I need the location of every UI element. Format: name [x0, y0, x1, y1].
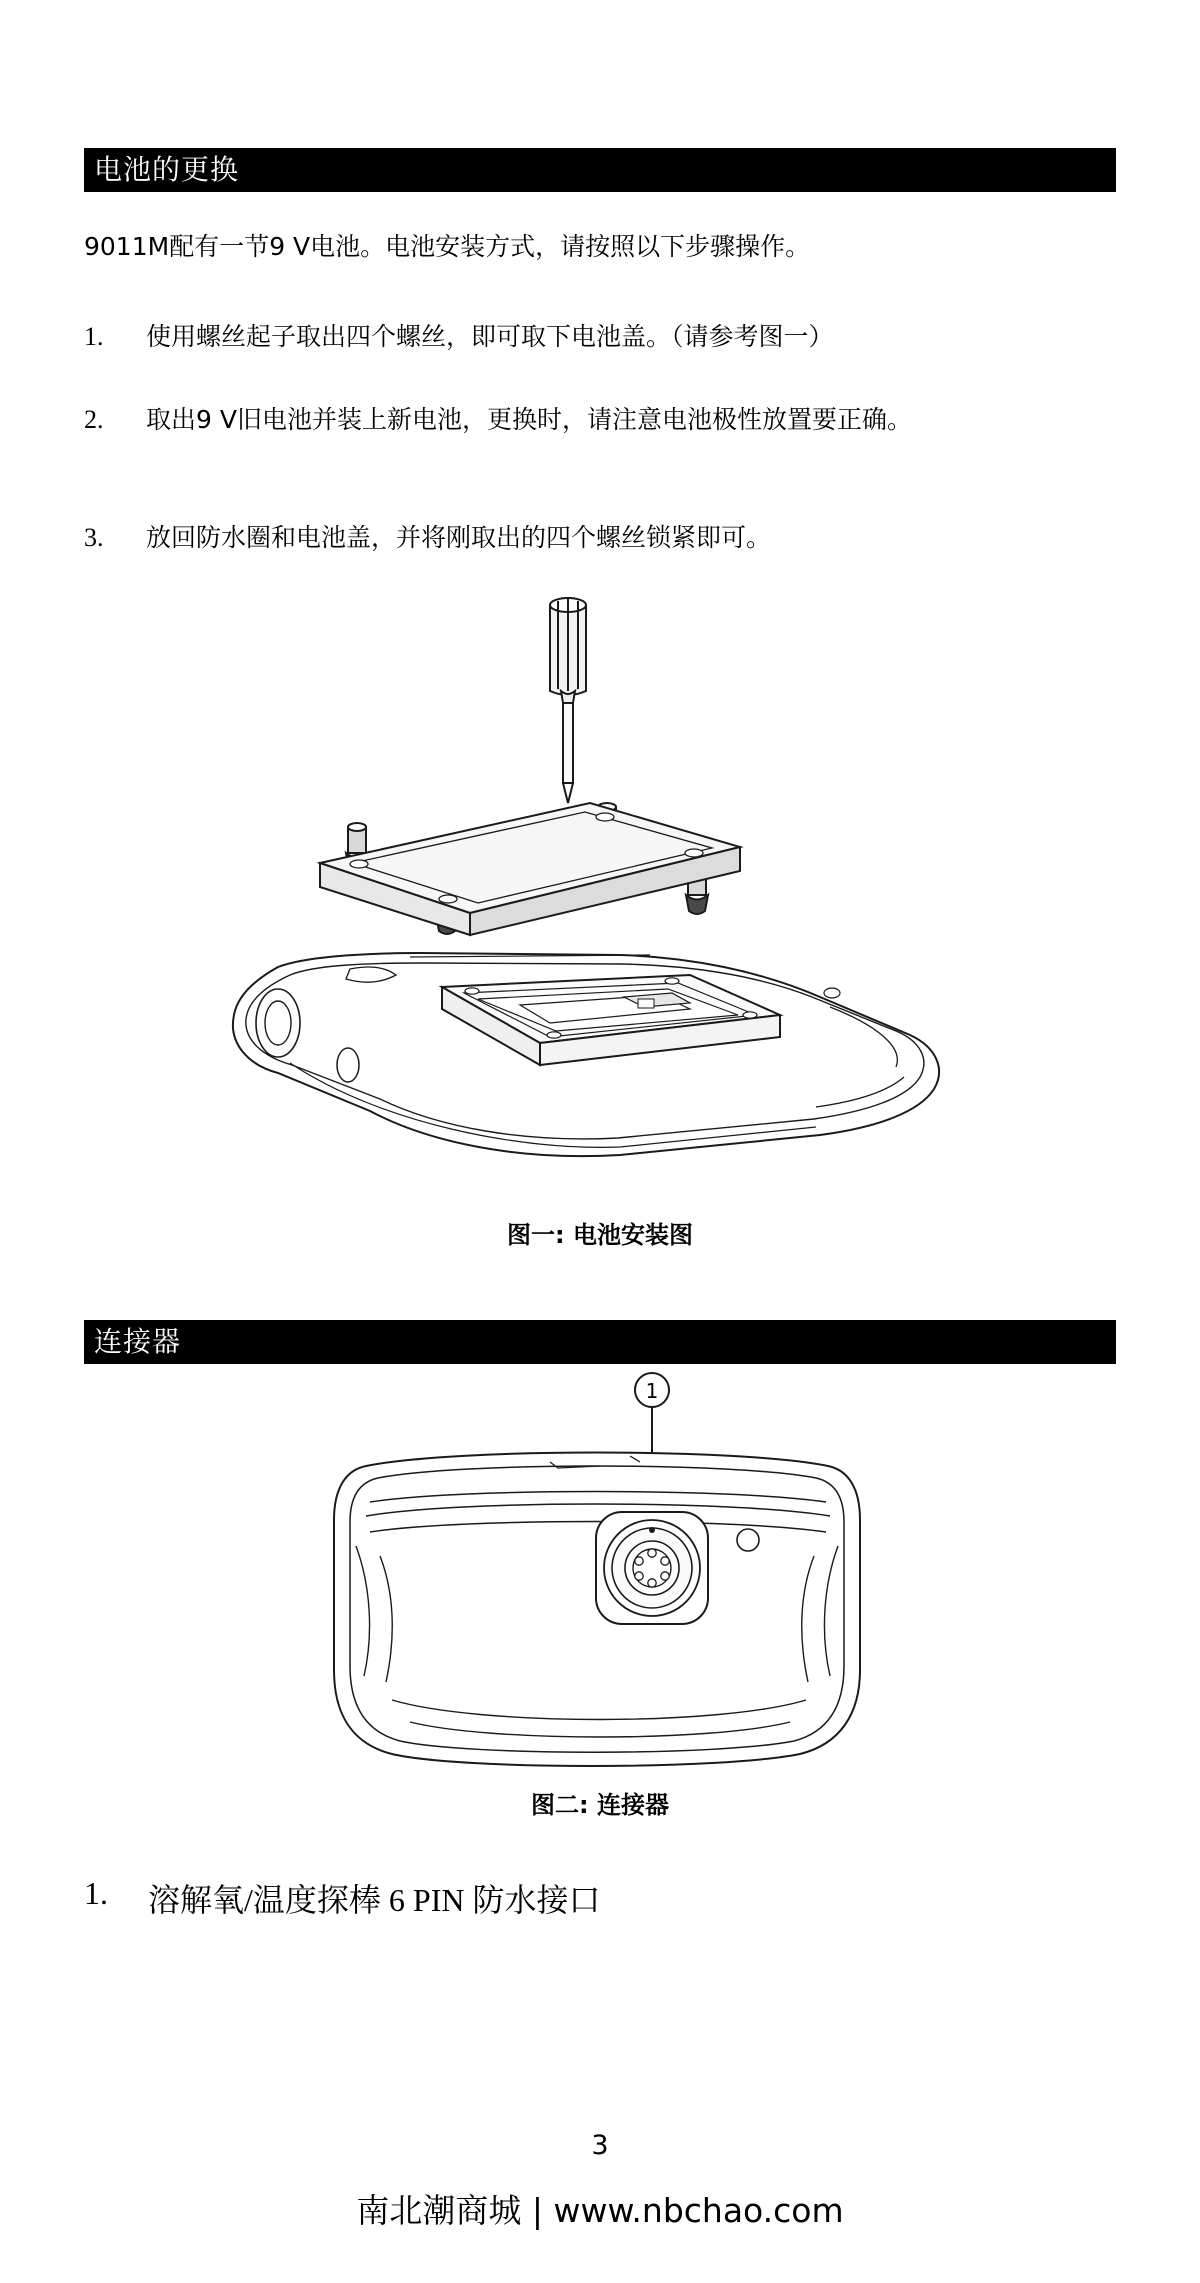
item-text: 溶解氧/温度探棒 6 PIN 防水接口 — [148, 1882, 601, 1918]
meter-body-illustration — [233, 953, 939, 1156]
footer-watermark: 南北潮商城 | www.nbchao.com — [356, 2191, 844, 2230]
step-number: 1. — [84, 322, 104, 351]
step-text: 使用螺丝起子取出四个螺丝，即可取下电池盖。（请参考图一） — [146, 322, 834, 351]
battery-intro-paragraph: 9011M配有一节9 V电池。电池安装方式，请按照以下步骤操作。 — [84, 232, 811, 261]
battery-step-3 — [84, 518, 1129, 558]
figure-2-caption: 图二: 连接器 — [531, 1791, 669, 1819]
figure-1-caption: 图一: 电池安装图 — [507, 1221, 693, 1249]
screwdriver-illustration — [550, 598, 586, 803]
step-number: 3. — [84, 523, 104, 552]
connector-port — [596, 1512, 708, 1624]
figure-connector — [300, 1370, 900, 1780]
battery-step-2 — [84, 400, 1129, 440]
battery-cover-illustration — [320, 803, 740, 935]
svg-text:1: 1 — [645, 1379, 659, 1403]
meter-top-illustration — [334, 1453, 860, 1767]
battery-step-1 — [84, 317, 1129, 357]
step-number: 2. — [84, 405, 104, 434]
section-header-battery: 电池的更换 — [84, 148, 1116, 192]
item-number: 1. — [84, 1875, 108, 1911]
step-text: 放回防水圈和电池盖，并将刚取出的四个螺丝锁紧即可。 — [146, 523, 772, 552]
connector-item-1 — [84, 1875, 1124, 1921]
section-header-connector: 连接器 — [84, 1320, 1116, 1364]
step-text: 取出9 V旧电池并装上新电池，更换时，请注意电池极性放置要正确。 — [146, 405, 912, 434]
figure-battery-installation — [220, 595, 1000, 1205]
page-number: 3 — [591, 2130, 609, 2161]
